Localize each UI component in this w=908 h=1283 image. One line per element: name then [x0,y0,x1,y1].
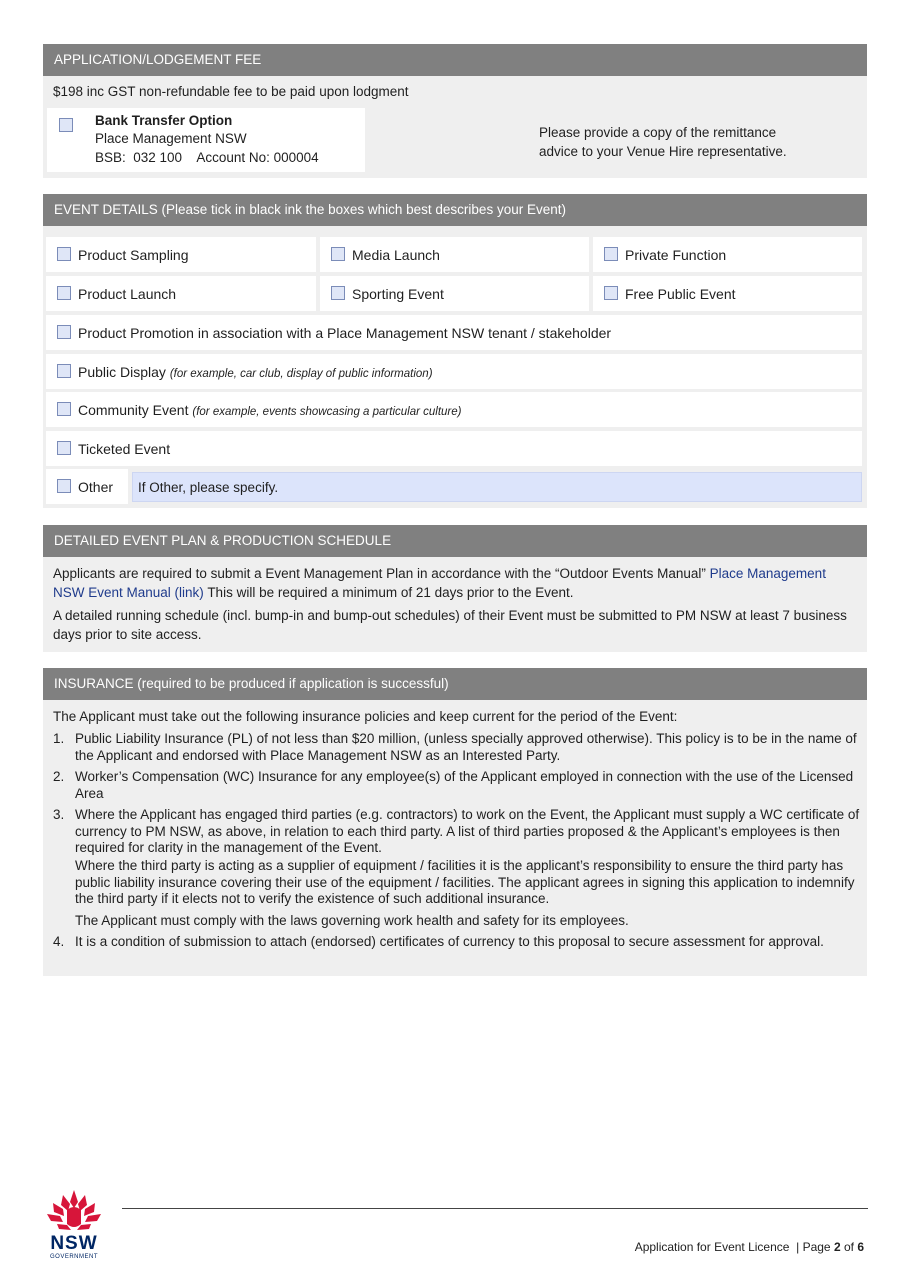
public-display-label-wrap [78,364,433,380]
public-display-note: (for example, car club, display of public information) [169,368,433,380]
event-plan-p1-end: This will be required a minimum of 21 days prior to the Event. [207,585,574,600]
event-plan-p1-start: Applicants are required to submit a Event Management Plan in accordance with the “Outdoor Events Manual” [53,566,706,581]
private-function-label: Private Function [625,247,727,263]
fee-section-header: APPLICATION/LODGEMENT FEE [43,44,867,76]
ticketed-event-label: Ticketed Event [78,441,171,457]
insurance-item-1-text: Public Liability Insurance (PL) of not less than $20 million, (unless specially approved otherwise). This policy is to be in the name of the Applicant and endorsed with Place Management NSW as an Interested Party. [75,731,857,763]
bank-name: Place Management NSW [95,131,247,146]
insurance-item-2-text: Worker’s Compensation (WC) Insurance for any employee(s) of the Applicant employed in connection with the use of the Licensed Area [75,769,854,801]
other-specify-placeholder: If Other, please specify. [138,480,279,495]
bank-transfer-box [47,108,365,172]
community-event-label-wrap [78,402,461,418]
insurance-intro: The Applicant must take out the following insurance policies and keep current for the period of the Event: [53,709,678,724]
sporting-event-label: Sporting Event [352,286,444,302]
bank-transfer-checkbox[interactable] [59,118,73,132]
free-public-event-label: Free Public Event [625,286,736,302]
fee-section [43,44,867,178]
community-event-checkbox[interactable] [57,402,71,416]
event-plan-section [43,525,867,652]
insurance-item-3-text: Where the Applicant has engaged third parties (e.g. contractors) to work on the Event, the Applicant must supply a WC certificate of currency to PM NSW, as above, in relation to each third party. A list of third parties proposed & the Applicant’s employees is then required for clarity in the management of the Event. [75,807,860,855]
public-display-label: Public Display [78,364,166,380]
product-sampling-checkbox[interactable] [57,247,71,261]
insurance-item-2-number: 2. [53,769,65,784]
footer-divider [122,1208,868,1209]
free-public-event-checkbox[interactable] [604,286,618,300]
media-launch-label: Media Launch [352,247,440,263]
footer-page-info [635,1240,864,1254]
waratah-icon [43,1188,105,1232]
option-product-sampling[interactable] [46,237,316,272]
other-specify-input[interactable] [132,472,862,502]
logo-nsw-text: NSW [50,1233,98,1254]
insurance-item-4-text: It is a condition of submission to attach (endorsed) certificates of currency to this proposal to secure assessment for approval. [75,934,824,949]
event-plan-paragraph-1 [53,564,853,602]
footer-document-title: Application for Event Licence | Page [634,1240,834,1254]
event-details-section [43,194,867,508]
remittance-note-line1: Please provide a copy of the remittance [539,125,777,140]
community-event-label: Community Event [78,402,189,418]
option-sporting-event[interactable] [320,276,589,311]
remittance-note-line2: advice to your Venue Hire representative. [539,144,787,159]
nsw-government-logo [43,1188,105,1258]
footer-page-current: 2 [833,1240,841,1254]
option-community-event[interactable] [46,392,862,427]
other-checkbox[interactable] [57,479,71,493]
private-function-checkbox[interactable] [604,247,618,261]
insurance-item-3-number: 3. [53,807,65,822]
option-free-public-event[interactable] [593,276,862,311]
media-launch-checkbox[interactable] [331,247,345,261]
product-launch-label: Product Launch [78,286,177,302]
option-product-promotion[interactable] [46,315,862,350]
product-promotion-checkbox[interactable] [57,325,71,339]
option-private-function[interactable] [593,237,862,272]
insurance-header: INSURANCE (required to be produced if application is successful) [43,668,867,700]
bank-details: BSB: 032 100 Account No: 000004 [95,150,319,165]
product-promotion-label: Product Promotion in association with a Place Management NSW tenant / stakeholder [78,325,612,341]
community-event-note: (for example, events showcasing a particular culture) [192,406,462,418]
footer-page-of: of [840,1240,858,1254]
insurance-item-3-extra-text: Where the third party is acting as a supplier of equipment / facilities it is the applicant’s responsibility to ensure the third party has public liability insurance covering their use of the equipment / facilities. The applicant agrees in signing this application to indemnify the third party if it elects not to verify the existence of such additional insurance. [75,858,855,906]
event-details-header: EVENT DETAILS (Please tick in black ink the boxes which best describes your Event) [43,194,867,226]
insurance-item-3-extra2-text: The Applicant must comply with the laws governing work health and safety for its employees. [75,913,629,928]
event-plan-header: DETAILED EVENT PLAN & PRODUCTION SCHEDULE [43,525,867,557]
event-manual-link[interactable]: Place Management NSW Event Manual (link) [53,566,826,600]
ticketed-event-checkbox[interactable] [57,441,71,455]
footer-page-total: 6 [857,1240,864,1254]
insurance-item-4-number: 4. [53,934,65,949]
option-media-launch[interactable] [320,237,589,272]
product-launch-checkbox[interactable] [57,286,71,300]
sporting-event-checkbox[interactable] [331,286,345,300]
public-display-checkbox[interactable] [57,364,71,378]
option-public-display[interactable] [46,354,862,389]
product-sampling-label: Product Sampling [78,247,189,263]
other-label: Other [78,479,114,495]
fee-text: $198 inc GST non-refundable fee to be paid upon lodgment [53,84,409,99]
option-ticketed-event[interactable] [46,431,862,466]
insurance-item-1-number: 1. [53,731,65,746]
logo-government-text: GOVERNMENT [49,1254,98,1260]
event-plan-paragraph-2: A detailed running schedule (incl. bump-in and bump-out schedules) of their Event must be submitted to PM NSW at least 7 business days prior to site access. [53,608,847,642]
insurance-section [43,668,867,976]
option-other[interactable] [46,469,128,504]
bank-transfer-title: Bank Transfer Option [95,113,233,128]
option-product-launch[interactable] [46,276,316,311]
